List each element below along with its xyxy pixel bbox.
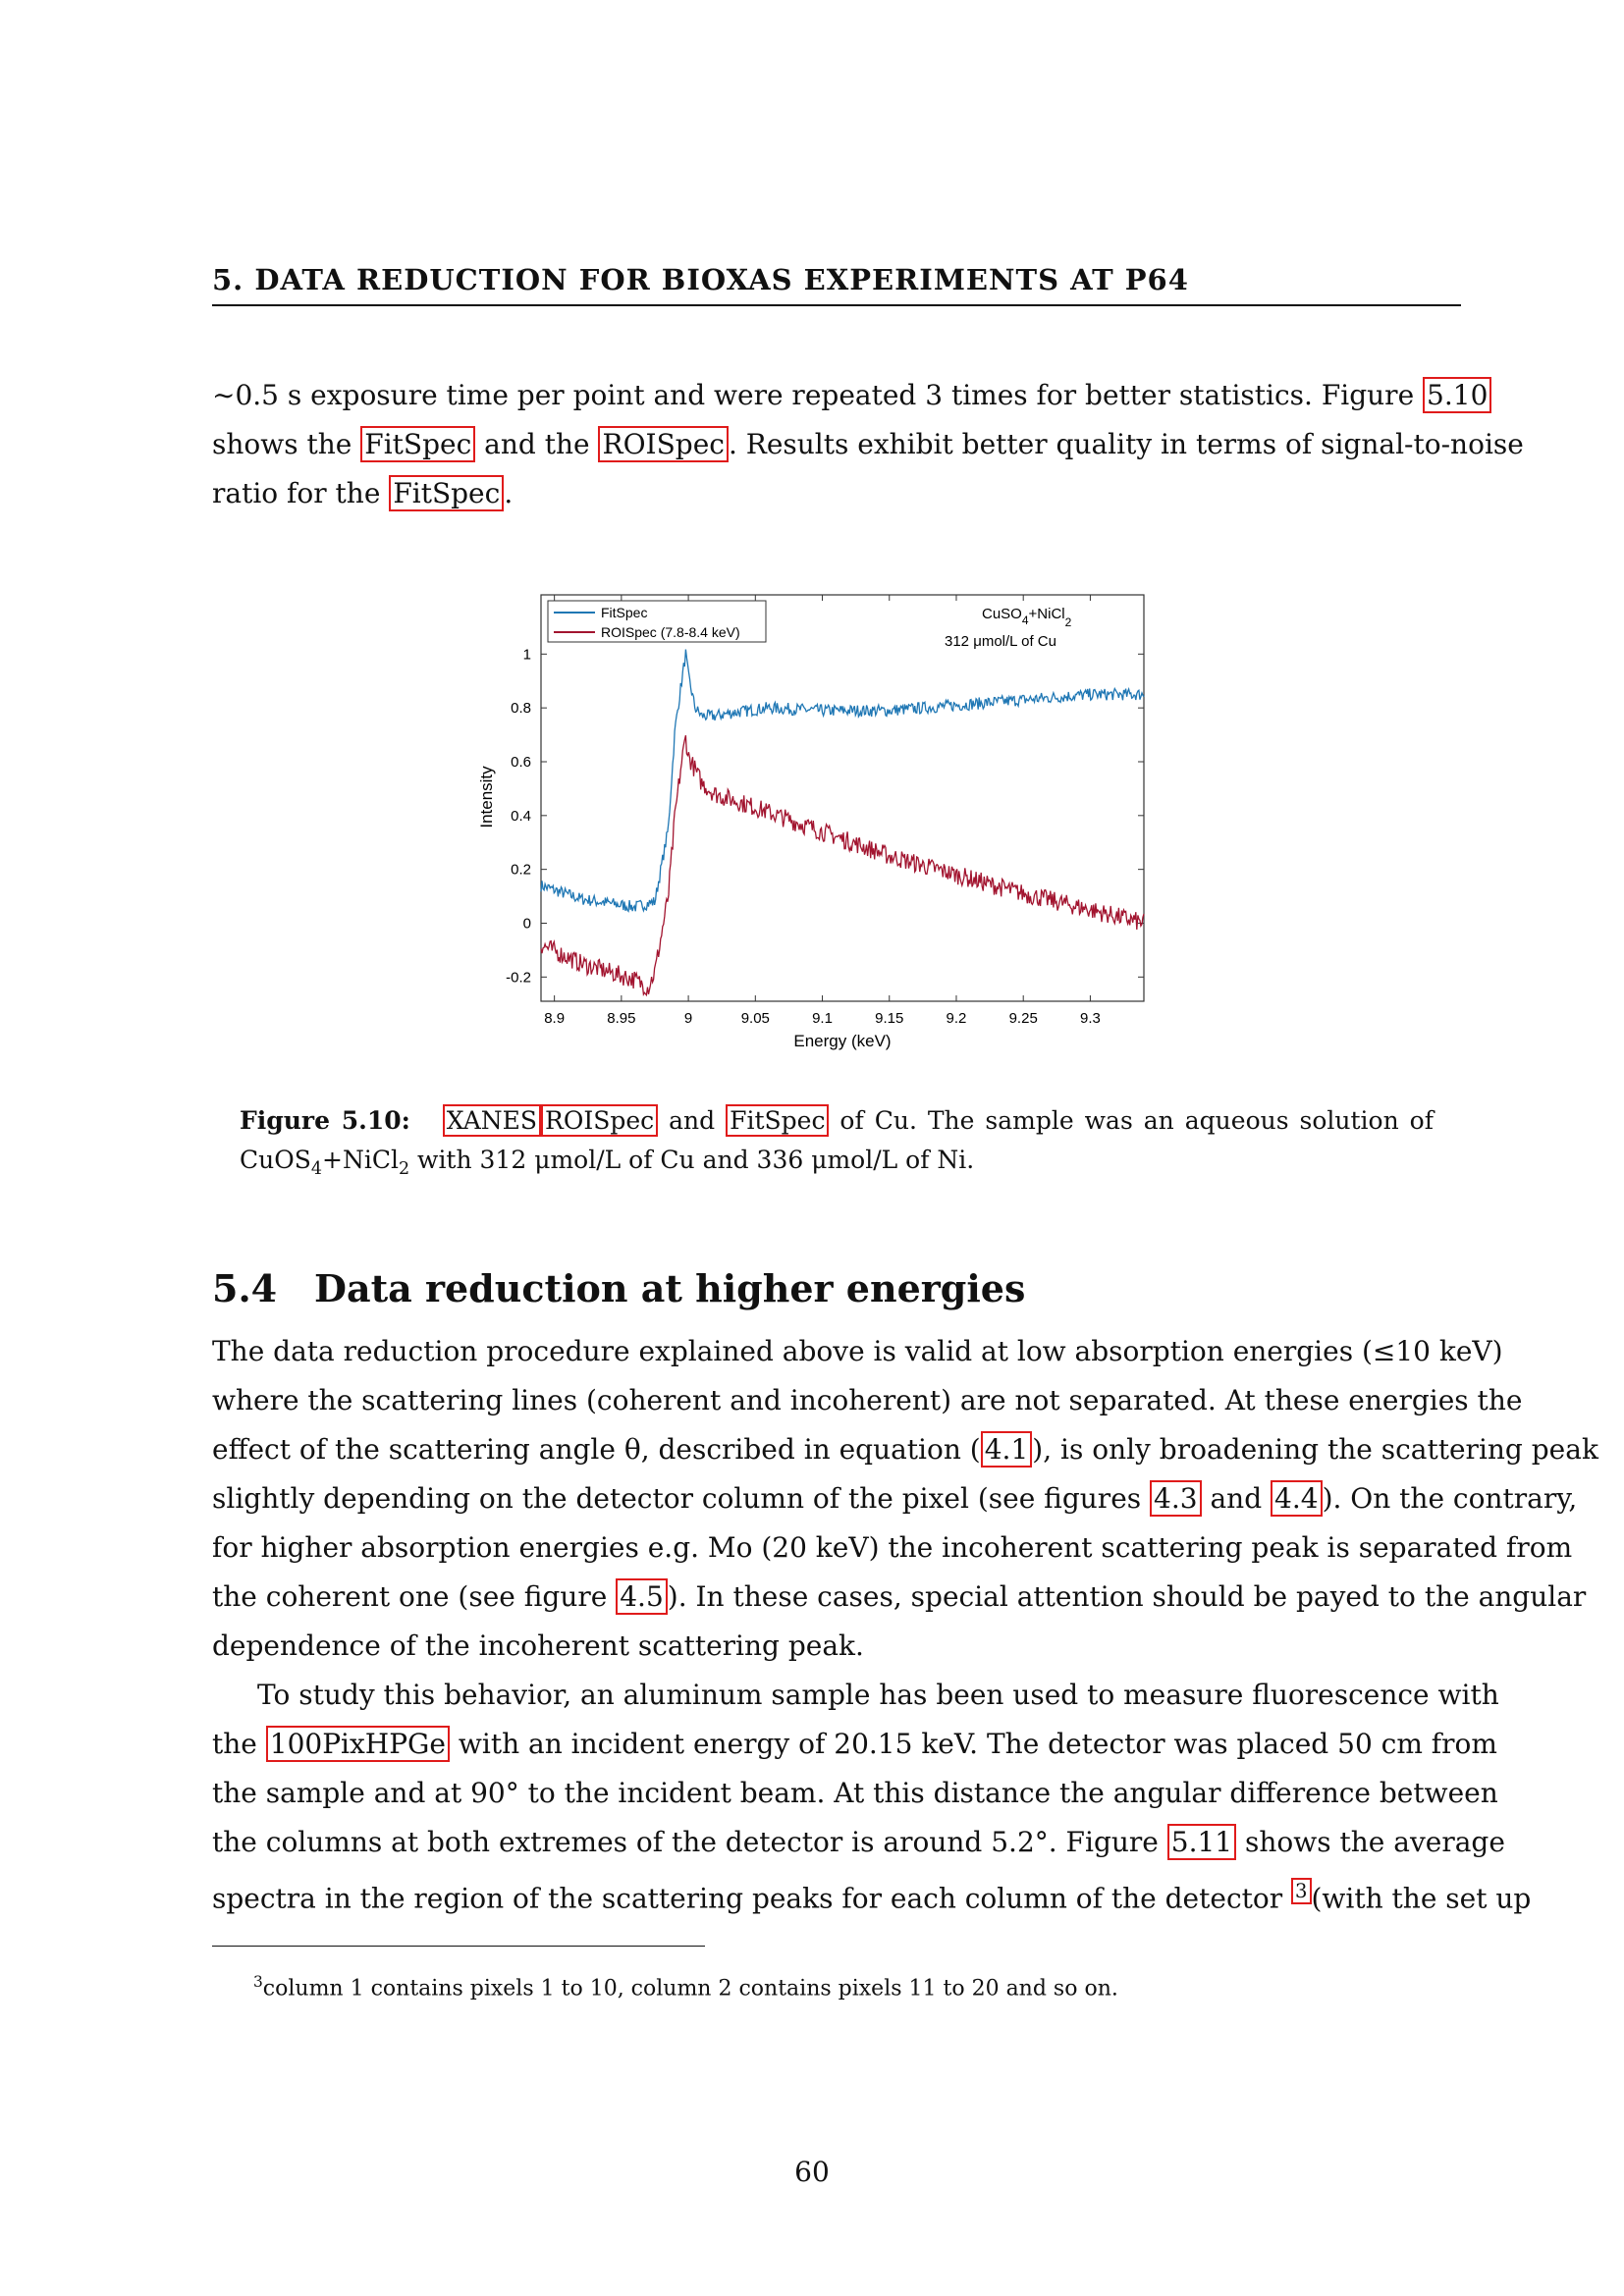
glossary-link-roispec[interactable]: ROISpec [598, 426, 728, 462]
glossary-link-fitspec[interactable]: FitSpec [360, 426, 475, 462]
text-line: dependence of the incoherent scattering peak. [212, 1629, 864, 1662]
glossary-link-detector[interactable]: 100PixHPGe [266, 1726, 450, 1762]
y-tick-label: 0.4 [511, 807, 531, 825]
header-rule [212, 304, 1461, 306]
text-line: To study this behavior, an aluminum sample has been used to measure fluorescence with [257, 1679, 1499, 1711]
text-line: effect of the scattering angle θ, described in equation ( 4.1 ), is only broadening the scattering peak [212, 1433, 1598, 1466]
figure-caption [240, 1101, 1434, 1189]
text-line: ∼0.5 s exposure time per point and were repeated 3 times for better statistics. Figure 5.10 [212, 371, 1461, 420]
text-line: spectra in the region of the scattering peaks for each column of the detector $^3$ (with the set up [212, 1880, 1532, 1915]
legend-label-fitspec: FitSpec [601, 605, 648, 620]
footnote: $^3$column 1 contains pixels 1 to 10, column 2 contains pixels 11 to 20 and so on. [253, 1973, 1118, 2002]
glossary-link-fitspec[interactable]: FitSpec [389, 475, 504, 511]
glossary-link-xanes[interactable]: XANES [443, 1104, 541, 1137]
plot-frame [541, 595, 1144, 1001]
y-tick-label: 0 [522, 915, 531, 933]
x-tick-label: 9.15 [875, 1010, 904, 1027]
y-tick-label: 0.2 [511, 861, 531, 879]
text-line: ratio for the FitSpec . [212, 477, 514, 509]
legend-label-roispec: ROISpec (7.8-8.4 keV) [601, 624, 740, 640]
figure-ref-link[interactable]: 4.3 [1150, 1480, 1202, 1517]
caption-label: Figure 5.10: [240, 1106, 410, 1135]
x-tick-label: 9.25 [1008, 1010, 1038, 1027]
x-tick-label: 9.1 [812, 1010, 833, 1027]
glossary-link-roispec[interactable]: ROISpec [541, 1104, 658, 1137]
annotation-sample: CuSO$_4$+NiCl$_2$ [982, 606, 1072, 629]
figure-ref-link[interactable]: 4.4 [1271, 1480, 1323, 1517]
section-heading: 5.4 Data reduction at higher energies [212, 1266, 1026, 1310]
paragraph-higher-energies [212, 1327, 1598, 1671]
x-tick-label: 8.9 [544, 1010, 566, 1027]
x-tick-label: 9 [683, 1010, 693, 1027]
text-line: The data reduction procedure explained above is valid at low absorption energies (≤10 keV) [212, 1335, 1503, 1367]
text-line: for higher absorption energies e.g. Mo (20 keV) the incoherent scattering peak is separated from [212, 1531, 1573, 1564]
text-line: slightly depending on the detector column of the pixel (see figures 4.3 and 4.4 ). On the contrary, [212, 1482, 1578, 1515]
page-number: 60 [794, 2156, 830, 2188]
x-axis-label: Energy (keV) [793, 1032, 892, 1050]
text-line: the sample and at 90° to the incident beam. At this distance the angular difference between [212, 1777, 1498, 1809]
text-line: where the scattering lines (coherent and incoherent) are not separated. At these energies the [212, 1384, 1523, 1416]
text-line: shows the FitSpec and the ROISpec . Results exhibit better quality in terms of signal-to-noise [212, 428, 1524, 460]
text-line: the 100PixHPGe with an incident energy of 20.15 keV. The detector was placed 50 cm from [212, 1728, 1497, 1760]
x-tick-label: 9.3 [1079, 1010, 1101, 1027]
x-tick-label: 8.95 [607, 1010, 636, 1027]
x-tick-label: 9.05 [740, 1010, 770, 1027]
xanes-chart [458, 579, 1164, 1070]
figure-ref-link[interactable]: 4.5 [616, 1578, 668, 1615]
figure-ref-link[interactable]: 5.11 [1167, 1824, 1236, 1860]
caption-line: CuOS$_4$+NiCl$_2$ with 312 μmol/L of Cu and 336 μmol/L of Ni. [240, 1146, 975, 1179]
caption-line: Figure 5.10: XANES ROISpec and FitSpec of Cu. The sample was an aqueous solution of [240, 1106, 1434, 1135]
text-line: the coherent one (see figure 4.5 ). In these cases, special attention should be payed to the angular [212, 1580, 1587, 1613]
paragraph-aluminum [212, 1671, 1532, 1923]
footnote-rule [212, 1946, 705, 1947]
y-tick-label: 0.8 [511, 700, 531, 718]
y-tick-label: 0.6 [511, 753, 531, 771]
equation-ref-link[interactable]: 4.1 [981, 1431, 1033, 1468]
x-tick-label: 9.2 [946, 1010, 967, 1027]
footnote-mark: 3 [253, 1973, 263, 1991]
y-tick-label: 1 [522, 646, 531, 664]
footnote-ref-link[interactable]: 3 [1291, 1878, 1311, 1904]
figure-ref-link[interactable]: 5.10 [1423, 377, 1491, 413]
running-header: 5. DATA REDUCTION FOR BIOXAS EXPERIMENTS AT P64 [212, 263, 1189, 296]
paragraph-intro [212, 371, 1524, 518]
annotation-concentration: 312 μmol/L of Cu [945, 633, 1056, 650]
text-line: the columns at both extremes of the detector is around 5.2°. Figure 5.11 shows the average [212, 1826, 1505, 1858]
glossary-link-fitspec[interactable]: FitSpec [726, 1104, 829, 1137]
y-axis-label: Intensity [477, 766, 496, 828]
y-tick-label: -0.2 [506, 969, 531, 987]
